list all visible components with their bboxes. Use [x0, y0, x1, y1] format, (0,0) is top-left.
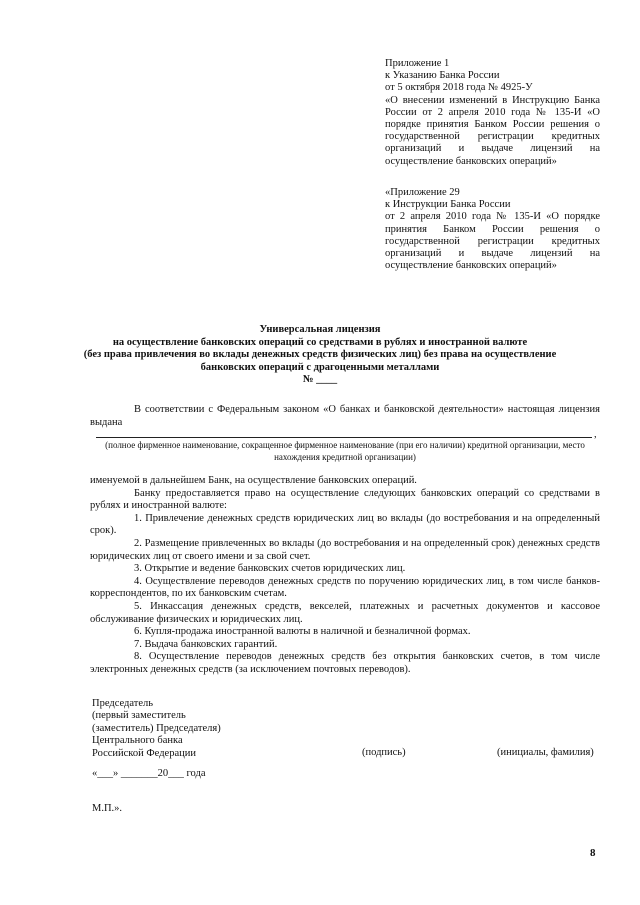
date-line: «___» _______20___ года [92, 768, 206, 779]
appendix-1-line: к Указанию Банка России [385, 70, 500, 82]
intro-paragraph: В соответствии с Федеральным законом «О банках и банковской деятельности» настоящая лицензия выдана [90, 404, 600, 428]
appendix-29-line: к Инструкции Банка России [385, 199, 511, 211]
appendix-1-line: Приложение 1 [385, 58, 450, 69]
operation-item: 5. Инкассация денежных средств, векселей, платежных и расчетных документов и кассовое обслуживание физических и юридических лиц. [90, 600, 600, 625]
operation-item: 3. Открытие и ведение банковских счетов юридических лиц. [134, 563, 406, 575]
appendix-29-line: «Приложение 29 [385, 187, 460, 198]
title-line: Универсальная лицензия [259, 324, 381, 335]
stamp-place: М.П.». [92, 803, 123, 814]
operation-item: 6. Купля-продажа иностранной валюты в наличной и безналичной формах. [134, 626, 471, 638]
appendix-29-line: от 2 апреля 2010 года № 135-И «О порядке принятия Банком России решения о государственной регистрации кредитных организаций и выдаче лицензий на осуществление банковских операций» [385, 211, 600, 272]
signatory-line: Российской Федерации [92, 747, 196, 759]
named-paragraph: именуемой в дальнейшем Банк, на осуществление банковских операций. [90, 475, 417, 486]
signatory-line: (заместитель) Председателя) [92, 722, 221, 734]
operation-item: 8. Осуществление переводов денежных средств без открытия банковских счетов, в том числе электронных денежных средств (за исключением почтовых переводов). [90, 651, 600, 675]
granted-paragraph: Банку предоставляется право на осуществление следующих банковских операций со средствами в рублях и иностранной валюте: [90, 487, 600, 512]
title-line: на осуществление банковских операций со средствами в рублях и иностранной валюте [112, 336, 528, 348]
issued-to-line [96, 427, 592, 438]
title-line: банковских операций с драгоценными металлами [200, 361, 440, 373]
appendix-1-line: «О внесении изменений в Инструкцию Банка России от 2 апреля 2010 года № 135-И «О порядке принятия Банком России решения о государственной регистрации кредитных организаций и выдаче лицензий на осуществление банковских операций» [385, 94, 600, 167]
signatory-line: Центрального банка [92, 735, 183, 747]
license-title [80, 324, 560, 387]
issued-comma: , [594, 429, 597, 440]
appendix-1-line: от 5 октября 2018 года № 4925-У [385, 82, 533, 94]
operation-item: 1. Привлечение денежных средств юридических лиц во вклады (до востребования и на определенный срок). [90, 512, 600, 537]
operation-item: 7. Выдача банковских гарантий. [134, 638, 278, 650]
title-line: (без права привлечения во вклады денежных средств физических лиц) без права на осуществление [83, 349, 557, 360]
appendix-1-header [385, 58, 600, 168]
signature-label: (подпись) [362, 747, 406, 758]
signatory-line: (первый заместитель [92, 710, 186, 722]
signatory-line: Председатель [92, 698, 154, 709]
operation-item: 2. Размещение привлеченных во вклады (до востребования и на определенный срок) денежных средств юридических лиц от своего имени и за свой счет. [90, 537, 600, 562]
initials-label: (инициалы, фамилия) [497, 747, 594, 758]
license-body [90, 475, 600, 677]
license-number: № ____ [302, 374, 338, 385]
operation-item: 4. Осуществление переводов денежных средств по поручению юридических лиц, в том числе банков-корреспондентов, по их банковским счетам. [90, 575, 600, 600]
issued-to-caption: (полное фирменное наименование, сокращенное фирменное наименование (при его наличии) кредитной организации, место нахождения кредитной организации) [105, 440, 585, 462]
page-number: 8 [590, 847, 596, 859]
signatory-block [92, 698, 221, 760]
appendix-29-header [385, 187, 600, 272]
